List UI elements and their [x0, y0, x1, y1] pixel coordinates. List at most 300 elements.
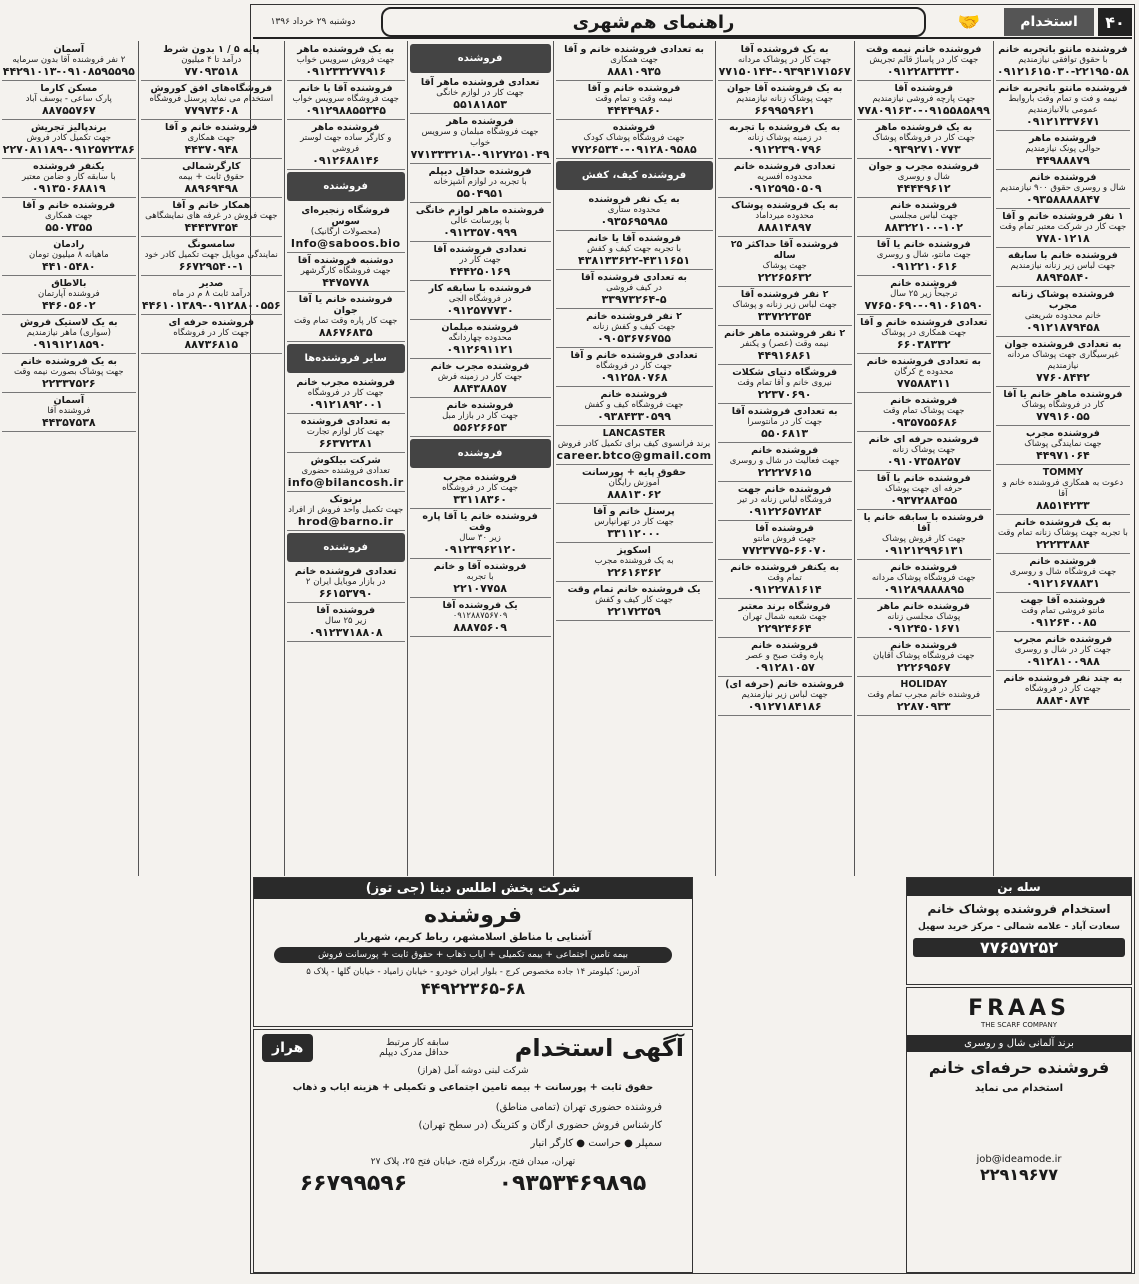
classified-ad: [857, 120, 991, 159]
ad-phone: ۰۹۱۲۶۴۰۰۸۵: [1029, 616, 1097, 629]
ad-text: جهت فروشگاه مبلمان و سرویس خواب: [421, 127, 539, 148]
ad-title: ۱ نفر فروشنده خانم و آقا: [1002, 211, 1124, 222]
classified-ad: [718, 159, 852, 198]
ad-title: به یک فروشنده ماهر: [875, 122, 973, 133]
classified-ad: [141, 276, 282, 315]
classified-ad: [556, 192, 713, 231]
classified-ad: [556, 348, 713, 387]
sale-subtitle: استخدام فروشنده پوشاک خانم: [927, 902, 1111, 916]
fraas-subtitle: فروشنده حرفه‌ای خانم: [928, 1058, 1110, 1077]
ad-title: یک فروشنده آقا: [442, 600, 518, 611]
classified-ad: [996, 81, 1130, 131]
classified-ad: [287, 375, 405, 414]
classified-ad: [857, 599, 991, 638]
ad-text: جهت کار در پوشاک مردانه: [737, 55, 832, 65]
classified-ad: [287, 414, 405, 453]
classified-column: [993, 41, 1132, 876]
ad-text: جهت کار در فروشگاه: [307, 388, 384, 398]
classified-ad: [287, 453, 405, 492]
classified-ad: [410, 320, 551, 359]
haraz-role-sales: فروشنده حضوری تهران (تمامی مناطق): [495, 1102, 662, 1113]
ad-phone: ۰۹۳۵۶۹۵۹۸۵: [600, 215, 668, 228]
classified-ad: [857, 510, 991, 560]
ad-text: حقوق ثابت + بیمه: [178, 172, 245, 182]
ad-text: جهت همکاری: [187, 133, 236, 143]
haraz-logo: هراز: [262, 1034, 313, 1062]
ad-title: فروشنده با سابقه کار: [428, 283, 532, 294]
ad-text: نمایندگی موبایل جهت تکمیل کادر خود: [144, 250, 278, 260]
classified-column: [0, 41, 138, 876]
sale-phone: ۷۷۶۵۷۲۵۲: [913, 938, 1125, 957]
classified-ad: [857, 81, 991, 120]
ad-phone: ۶۶۱۵۳۷۹۰: [318, 587, 373, 600]
ad-phone: info@bilancosh.ir: [287, 476, 404, 489]
ad-phone: ۰۹۳۸۴۳۳۰۵۹۹: [597, 410, 671, 423]
ad-text: جهت مانتو، شال و روسری: [876, 250, 971, 260]
ad-phone: ۶۶۳۷۲۳۸۱: [318, 437, 373, 450]
fraas-phone: ۲۲۹۱۹۶۷۷: [979, 1165, 1059, 1184]
ad-phone: ۴۴۶۰۵۶۰۲: [41, 299, 96, 312]
ad-title: فروشنده خانم با سابقه: [1007, 250, 1118, 261]
classified-ad: [410, 114, 551, 164]
ad-text: نیمه و فت و تمام وقت باروابط عمومی بالانیازمندیم: [1008, 94, 1118, 115]
category-title: فروشنده: [457, 448, 503, 459]
ad-title: به یک فروشنده با تجربه: [729, 122, 841, 133]
ad-text: با پورسانت عالی: [450, 216, 510, 226]
sale-title: سله بن: [907, 878, 1131, 896]
classified-ad: [857, 42, 991, 81]
fraas-tagline: THE SCARF COMPANY: [981, 1021, 1057, 1029]
classified-ad: [556, 270, 713, 309]
classified-ad: [410, 242, 551, 281]
classified-ad: [996, 248, 1130, 287]
ad-title: فروشنده خانم جهت: [737, 484, 832, 495]
ad-text: جهت کار در شال و روسری: [1014, 645, 1112, 655]
ad-title: فروشنده مانتو باتجربه خانم: [998, 83, 1128, 94]
ad-phone: ۰۹۳۹۲۷۱۰۷۷۳: [886, 143, 961, 156]
ad-phone: ۶۶۰۳۸۳۳۲: [896, 338, 951, 351]
ad-text: نیمه وقت و تمام وقت: [595, 94, 673, 104]
ad-text: جهت فروش در غرفه های نمایشگاهی: [145, 211, 278, 221]
ad-phone: ۰۹۳۵۸۸۸۸۸۴۷: [1026, 193, 1100, 206]
ad-title: فروشنده خانم (حرفه ای): [725, 679, 845, 690]
classified-ad: [410, 509, 551, 559]
fraas-ad: [906, 987, 1132, 1273]
ad-title: به چند نفر فروشنده خانم: [1003, 673, 1123, 684]
ad-text: و کارگر ساده جهت لوستر فروشی: [300, 133, 392, 154]
ad-phone: ۰۹۱۲۵۷۷۷۳۰: [446, 304, 514, 317]
ad-title: فروشنده مجرب خانم: [296, 377, 395, 388]
ad-text: جهت پوشاک زنانه نیازمندیم: [736, 94, 834, 104]
classified-ad: [857, 432, 991, 471]
haraz-req-experience: سابقه کار مرتبط: [386, 1038, 449, 1048]
classified-ad: [996, 131, 1130, 170]
ad-text: نیروی خانم و آقا تمام وقت: [737, 378, 832, 388]
classified-column: [138, 41, 284, 876]
ad-text: حوالی پونک نیازمندیم: [1025, 144, 1101, 154]
ad-phone: ۰۹۱۲۳۳۲۷۷۹۱۶: [305, 65, 386, 78]
dina-areas: آشنایی با مناطق اسلامشهر، رباط کریم، شهریار: [354, 932, 592, 943]
ad-title: فروشنده آقا جهت: [1020, 595, 1106, 606]
ad-title: فروشنده خانم ماهر: [877, 601, 970, 612]
classified-ad: [141, 120, 282, 159]
ad-text: نیمه وقت (عصر) و یکنفر: [740, 339, 829, 349]
ad-text: (سواری) ماهر نیازمندیم: [26, 328, 111, 338]
ad-title: به تعدادی فروشنده آقا: [581, 272, 687, 283]
ad-title: فروشنده مجرب و جوان: [868, 161, 980, 172]
ad-title: فروشنده مجرب خانم: [430, 361, 530, 372]
classified-ad: [141, 237, 282, 276]
ad-phone: ۷۷۲۳۷۷۵-۶۶۰۷۰: [742, 544, 828, 557]
ad-text: محدوده چهاردانگه: [448, 333, 512, 343]
ad-title: فروشگاه زنجیره‌ای سوس: [301, 205, 391, 227]
ad-text: جهت کار فروش پوشاک: [881, 534, 966, 544]
classified-ad: [996, 515, 1130, 554]
classified-ad: [996, 632, 1130, 671]
category-title: سایر فروشنده‌ها: [304, 353, 387, 364]
classified-ad: [857, 315, 991, 354]
classified-ad: [857, 198, 991, 237]
ad-title: به تعدادی فروشنده خانم: [866, 356, 981, 367]
ad-phone: ۷۷۹۷۳۶۰۸: [184, 104, 239, 117]
ad-title: دوشنبه فروشنده آقا: [297, 255, 394, 266]
ad-text: فروشنده خانم مجرب تمام وقت: [867, 690, 981, 700]
ad-title: سامسونگ: [187, 239, 236, 250]
ad-title: مسکن کارما: [40, 83, 98, 94]
classified-ad: [996, 593, 1130, 632]
ad-title: فروشنده مانتو باتجربه خانم: [998, 44, 1128, 55]
classified-ad: [857, 560, 991, 599]
classified-ad: [2, 81, 136, 120]
ad-title: فروشنده خانم: [751, 445, 819, 456]
ad-text: جهت نمایندگی پوشاک: [1024, 439, 1102, 449]
ad-text: با تجربه: [466, 572, 494, 582]
ad-phone: ۷۷۱۵۰۱۴۴-۰۹۳۹۴۱۷۱۵۶۷: [718, 65, 851, 78]
ad-title: تعدادی فروشنده خانم: [294, 566, 397, 577]
ad-title: تعدادی فروشنده آقا: [433, 244, 527, 255]
ad-text: جهت کار در زمینه فرش: [437, 372, 523, 382]
ad-text: جهت لباس زیر زنانه و پوشاک: [732, 300, 837, 310]
bottom-middle-ads: [695, 877, 908, 1273]
classified-ad: [556, 309, 713, 348]
classified-ad: [857, 471, 991, 510]
ad-phone: ۰۹۱۲۸۱۰۰۹۸۸: [1026, 655, 1100, 668]
classified-ad: [2, 315, 136, 354]
ad-text: دعوت به همکاری فروشنده خانم و آقا: [1002, 478, 1124, 499]
ad-phone: hrod@barno.ir: [297, 515, 394, 528]
ad-title: فروشنده حرفه ای خانم: [868, 434, 979, 445]
classified-ad: [287, 120, 405, 170]
ad-phone: ۷۷۵۸۸۳۱۱: [896, 377, 951, 390]
ad-title: برندپالیز تجریش: [30, 122, 107, 133]
ad-title: فروشنده آقا یا خانم: [298, 83, 393, 94]
ad-text: جهت فروش سرویس خواب: [296, 55, 395, 65]
ad-text: جهت لباس مجلسی: [889, 211, 959, 221]
ad-title: آسمان: [53, 44, 85, 55]
section-title: استخدام: [1004, 8, 1094, 36]
ad-title: به تعدادی فروشنده: [300, 416, 391, 427]
ad-title: فروشنده خانم: [600, 389, 668, 400]
classified-ad: [2, 198, 136, 237]
category-heading: [287, 344, 405, 373]
classified-ad: [718, 443, 852, 482]
ad-phone: ۰۹۱۳۵۰۶۸۸۱۹: [31, 182, 106, 195]
ad-phone: ۴۴۱۰۵۴۸۰: [41, 260, 96, 273]
ad-title: فروشنده ماهر: [1029, 133, 1097, 144]
classified-ad: [287, 292, 405, 342]
ad-phone: ۰۹۱۲۱۸۷۹۴۵۸: [1026, 321, 1100, 334]
ad-title: فروشنده حرفه ای: [168, 317, 255, 328]
classified-ad: [556, 231, 713, 270]
ad-title: فروشنده آقا: [894, 83, 954, 94]
ad-phone: Info@saboos.bio: [290, 237, 401, 250]
classified-ad: [718, 365, 852, 404]
classified-ad: [287, 81, 405, 120]
haraz-address: تهران، میدان فتح، بزرگراه فتح، خیابان فتح ۲۵، پلاک ۲۷: [370, 1157, 576, 1167]
ad-text: شال و روسری: [897, 172, 950, 182]
ad-phone: ۴۴۹۷۱۰۶۴: [1036, 449, 1090, 462]
category-title: فروشنده: [457, 53, 503, 64]
classified-ad: [718, 599, 852, 638]
ad-phone: ۴۴۹۸۸۸۷۹: [1036, 154, 1090, 167]
ad-phone: ۲۲۹۲۴۶۶۴: [757, 622, 812, 635]
classified-ad: [556, 42, 713, 81]
ad-title: حقوق پایه + پورسانت: [582, 467, 687, 478]
ad-phone: ۲۲۲۲۷۶۱۵: [757, 466, 812, 479]
classified-ad: [556, 426, 713, 465]
haraz-title: آگهی استخدام: [514, 1034, 684, 1062]
ad-phone: ۰۹۱۲۱۸۹۲۰۰۱: [308, 398, 383, 411]
ad-text: فروشگاه لباس زنانه در تیر: [737, 495, 832, 505]
ad-phone: ۸۸۸۷۵۶۰۹: [453, 621, 507, 634]
classified-ad: [718, 237, 852, 287]
classified-ad: [556, 465, 713, 504]
ad-text: فروشنده آقا: [47, 406, 91, 416]
ad-text: جهت کار در لوازم خانگی: [436, 88, 524, 98]
haraz-req-diploma: حداقل مدرک دیپلم: [379, 1048, 449, 1058]
ad-phone: ۰۹۱۲۶۹۱۱۲۱: [446, 343, 514, 356]
classified-ad: [718, 42, 852, 81]
ad-title: فروشنده خانم: [890, 395, 958, 406]
classified-ad: [718, 404, 852, 443]
ad-text: جهت پوشاک زنانه: [892, 445, 956, 455]
ad-title: فروشنده مجرب: [443, 472, 518, 483]
ad-title: فروشنده خانم یا آقا جوان: [298, 294, 393, 316]
ad-text: جهت کار در فروشگاه: [442, 483, 519, 493]
ad-text: مانتو فروشی تمام وقت: [1021, 606, 1105, 616]
haraz-ad: آگهی استخدام سابقه کار مرتبط حداقل مدرک دیپلم هراز شرکت لبنی دوشه آمل (هراز) حقوق ثابت + پورسانت + بیمه تامین اجتماعی و تکمیلی + هزینه ایاب و ذهاب فروشنده حضوری تهران (تمامی مناطق) کارشناس فروش حضوری ارگان و کترینگ (در سطح تهران) سمپلر ● حراست ● کارگر انبار تهران، میدان فتح، بزرگراه فتح، خیابان فتح ۲۵، پلاک ۲۷ ۰۹۳۵۳۴۶۹۸۹۵ ۶۶۷۹۹۵۹۶: [253, 1029, 693, 1273]
classified-ad: [718, 482, 852, 521]
ad-phone: ۰۹۱۰۷۳۵۸۲۵۷: [886, 455, 961, 468]
classified-ad: [718, 287, 852, 326]
ad-text: جهت فروش مانتو: [753, 534, 816, 544]
ad-title: فروشنده ماهر لوازم خانگی: [415, 205, 545, 216]
ad-phone: ۷۷۸۰۱۲۱۸: [1036, 232, 1090, 245]
classified-column: [854, 41, 993, 876]
classified-ad: [857, 638, 991, 677]
ad-text: ۲ نفر فروشنده آقا بدون سرمایه: [12, 55, 126, 65]
classified-ad: [996, 287, 1130, 337]
ad-phone: ۲۲۳۷۰۶۹۰: [757, 388, 812, 401]
ad-phone: ۰۹۱۲۸۹۸۸۸۸۹۵: [883, 583, 965, 596]
ad-text: با حقوق توافقی نیازمندیم: [1018, 55, 1108, 65]
classified-ad: [556, 81, 713, 120]
ad-text: استخدام می نماید پرسنل فروشگاه: [149, 94, 274, 104]
ad-title: فروشنده خانم یا آقا: [876, 473, 971, 484]
ad-text: جهت فروشگاه پوشاک کودک: [583, 133, 685, 143]
ad-title: فروشنده ماهر: [311, 122, 380, 133]
ad-text: غیرسیگاری جهت پوشاک مردانه نیازمندیم: [1007, 350, 1119, 371]
ad-title: فروشنده پوشاک زنانه مجرب: [1011, 289, 1115, 311]
classified-ad: [287, 253, 405, 292]
ad-title: به یک فروشنده خانم: [1014, 517, 1112, 528]
classified-column: [407, 41, 553, 876]
ad-phone: ۸۸۸۱۳۰۶۲: [607, 488, 661, 501]
ad-title: فروشنده خانم: [890, 562, 958, 573]
ad-phone: ۴۴۳۷۰۹۴۸: [184, 143, 239, 156]
category-heading: [556, 161, 713, 190]
ad-text: محدوده ستاری: [607, 205, 661, 215]
dina-role: فروشنده: [423, 903, 523, 928]
ad-title: پرسنل خانم و آقا: [593, 506, 675, 517]
haraz-role-warehouse: کارگر انبار: [530, 1138, 574, 1149]
classified-column: [553, 41, 715, 876]
classified-ad: [996, 170, 1130, 209]
ad-phone: ۳۳۷۲۲۳۵۴: [757, 310, 812, 323]
ad-phone: ۷۷۶۵۰۶۹۰-۰۹۱۰۶۱۵۹۰: [864, 299, 984, 312]
classified-ad: [556, 582, 713, 621]
haraz-mobile: ۰۹۳۵۳۴۶۹۸۹۵: [498, 1171, 647, 1196]
haraz-role-security: حراست: [588, 1138, 621, 1149]
ad-text: جهت فروشگاه کیف و کفش: [584, 400, 684, 410]
classified-column: [284, 41, 407, 876]
classified-ad: [141, 159, 282, 198]
ad-title: فروشنده خانم: [1029, 172, 1097, 183]
ad-title: فروشنده خانم: [751, 640, 819, 651]
ad-title: فروشنده حداقل دیپلم: [428, 166, 532, 177]
ad-phone: ۰۹۱۲۳۵۷۰۹۹۹: [443, 226, 518, 239]
ad-title: فروشنده خانم یا آقا پاره وقت: [422, 511, 538, 533]
ad-text: جهت فروشگاه کارگرشهر: [300, 266, 391, 276]
ad-phone: ۲۲۲۶۵۶۳۲: [757, 271, 812, 284]
ad-text: جهت همکاری در پوشاک: [881, 328, 967, 338]
ad-phone: ۴۴۴۴۹۸۶۰: [607, 104, 661, 117]
ad-phone: ۰۹۱۲۷۱۸۴۱۸۶: [747, 700, 822, 713]
ad-phone: ۰۹۱۲۲۱۰۶۱۶: [890, 260, 958, 273]
ad-text: در فروشگاه الجی: [448, 294, 512, 304]
ad-phone: ۰۹۱۲۲۳۹۰۷۹۶: [747, 143, 822, 156]
ad-title: به یکنفر فروشنده خانم: [730, 562, 840, 573]
classified-ad: [718, 638, 852, 677]
haraz-phone: ۶۶۷۹۹۵۹۶: [299, 1171, 408, 1196]
page-header: [253, 7, 1132, 39]
classified-ad: [141, 42, 282, 81]
classified-ad: [410, 470, 551, 509]
ad-phone: ۴۳۸۱۳۳۶۲۲-۴۳۱۱۶۵۱: [578, 254, 691, 267]
ad-title: فروشنده خانم: [446, 400, 514, 411]
ad-title: HOLIDAY: [900, 679, 948, 690]
classified-ad: [2, 393, 136, 432]
classified-ad: [556, 387, 713, 426]
ad-text: ۰۹۱۲۸۸۷۵۶۷۰۹: [452, 611, 508, 621]
ad-title: فروشنده خانم و آقا: [22, 200, 116, 211]
ad-phone: ۲۲۸۷۰۹۳۳: [896, 700, 951, 713]
classified-ad: [141, 198, 282, 237]
ad-text: جهت پارچه فروشی نیازمندیم: [872, 94, 976, 104]
ad-phone: ۰۹۱۲۸۱۰۵۷: [754, 661, 815, 674]
ad-title: به یک فروشنده آقا: [740, 44, 829, 55]
ad-phone: ۷۷۱۳۳۳۲۱۸-۰۹۱۲۷۲۵۱۰۴۹: [410, 148, 550, 161]
category-title: فروشنده: [323, 542, 368, 553]
ad-title: برنوتک: [329, 494, 362, 505]
ad-title: بالاطاق: [51, 278, 87, 289]
classified-ad: [141, 81, 282, 120]
ad-phone: ۰۹۱۲۲۷۸۱۶۱۴: [747, 583, 822, 596]
ad-title: فروشنده خانم مجرب: [1013, 634, 1113, 645]
ad-text: جهت کار کیف و کفش: [595, 595, 673, 605]
ad-text: با سابقه کار و ضامن معتبر: [22, 172, 116, 182]
ad-phone: ۶۶۹۹۵۹۶۲۱: [754, 104, 815, 117]
ad-phone: ۰۹۱۲۱۲۹۹۶۱۳۱: [883, 544, 965, 557]
ad-text: جهت لباس زیر نیازمندیم: [741, 690, 828, 700]
classified-ad: [996, 465, 1130, 515]
classified-ad: [287, 564, 405, 603]
ad-text: محدوده خ کرگان: [894, 367, 954, 377]
fraas-email: job@ideamode.ir: [976, 1154, 1062, 1165]
ad-phone: ۵۵۰۴۹۵۱: [456, 187, 504, 200]
ad-phone: ۶۶۷۲۹۵۴۰-۱: [178, 260, 244, 273]
ad-text: خانم محدوده شریعتی: [1024, 311, 1101, 321]
ad-text: با تجربه در لوازم آشپزخانه: [433, 177, 527, 187]
ad-phone: ۴۴۲۹۱۰۱۳-۰۹۱۰۸۵۹۵۵۹۵: [2, 65, 135, 78]
haraz-benefits: حقوق ثابت + پورسانت + بیمه تامین اجتماعی و تکمیلی + هزینه ایاب و ذهاب: [292, 1082, 654, 1093]
classified-ad: [2, 354, 136, 393]
ad-text: درآمد تا ۴ میلیون: [181, 55, 242, 65]
ad-title: به تعدادی فروشنده آقا: [731, 406, 838, 417]
ad-phone: ۲۲۲۶۹۵۶۷: [896, 661, 951, 674]
ad-text: جهت همکاری: [610, 55, 658, 65]
haraz-role-sampler: سمپلر: [635, 1138, 662, 1149]
ad-phone: ۸۸۵۱۴۲۳۳: [1036, 499, 1090, 512]
ad-text: جهت کار پاره وقت تمام وقت: [293, 316, 398, 326]
ad-phone: ۴۴۳۵۷۵۳۸: [41, 416, 96, 429]
newspaper-page: [2, 4, 1135, 1274]
ad-title: فروشنده: [612, 122, 656, 133]
ad-title: فروشنده آقا: [755, 523, 814, 534]
classified-ad: [410, 398, 551, 437]
category-heading: [287, 533, 405, 562]
classified-ad: [410, 203, 551, 242]
classified-ad: [410, 281, 551, 320]
ad-title: ۲ نفر فروشنده آقا: [740, 289, 829, 300]
ad-title: تعدادی فروشنده خانم و آقا: [860, 317, 988, 328]
ad-title: فروشنده خانم یا آقا: [876, 239, 971, 250]
ad-phone: ۲۲۷۰۸۱۱۸۹-۰۹۱۲۵۷۲۳۸۶: [2, 143, 135, 156]
ad-phone: ۰۹۱۲۵۹۵۰۵۰۹: [747, 182, 822, 195]
fraas-hiring: استخدام می نماید: [974, 1083, 1064, 1094]
ad-phone: ۵۵۰۷۳۵۵: [45, 221, 93, 234]
ad-phone: ۰۹۱۲۵۸۰۷۶۸: [600, 371, 668, 384]
ad-text: جهت لباس زیر زنانه نیازمندیم: [1010, 261, 1116, 271]
classified-ad: [857, 677, 991, 716]
issue-date: دوشنبه ۲۹ خرداد ۱۳۹۶: [270, 17, 356, 27]
ad-phone: ۵۵۰۶۸۱۳: [761, 427, 809, 440]
ad-text: جهت کار لوازم تجارت: [306, 427, 385, 437]
ad-title: TOMMY: [1042, 467, 1084, 478]
ad-phone: ۴۴۹۱۶۸۶۱: [757, 349, 812, 362]
ad-title: کارگرشمالی: [182, 161, 241, 172]
classified-ad: [410, 559, 551, 598]
